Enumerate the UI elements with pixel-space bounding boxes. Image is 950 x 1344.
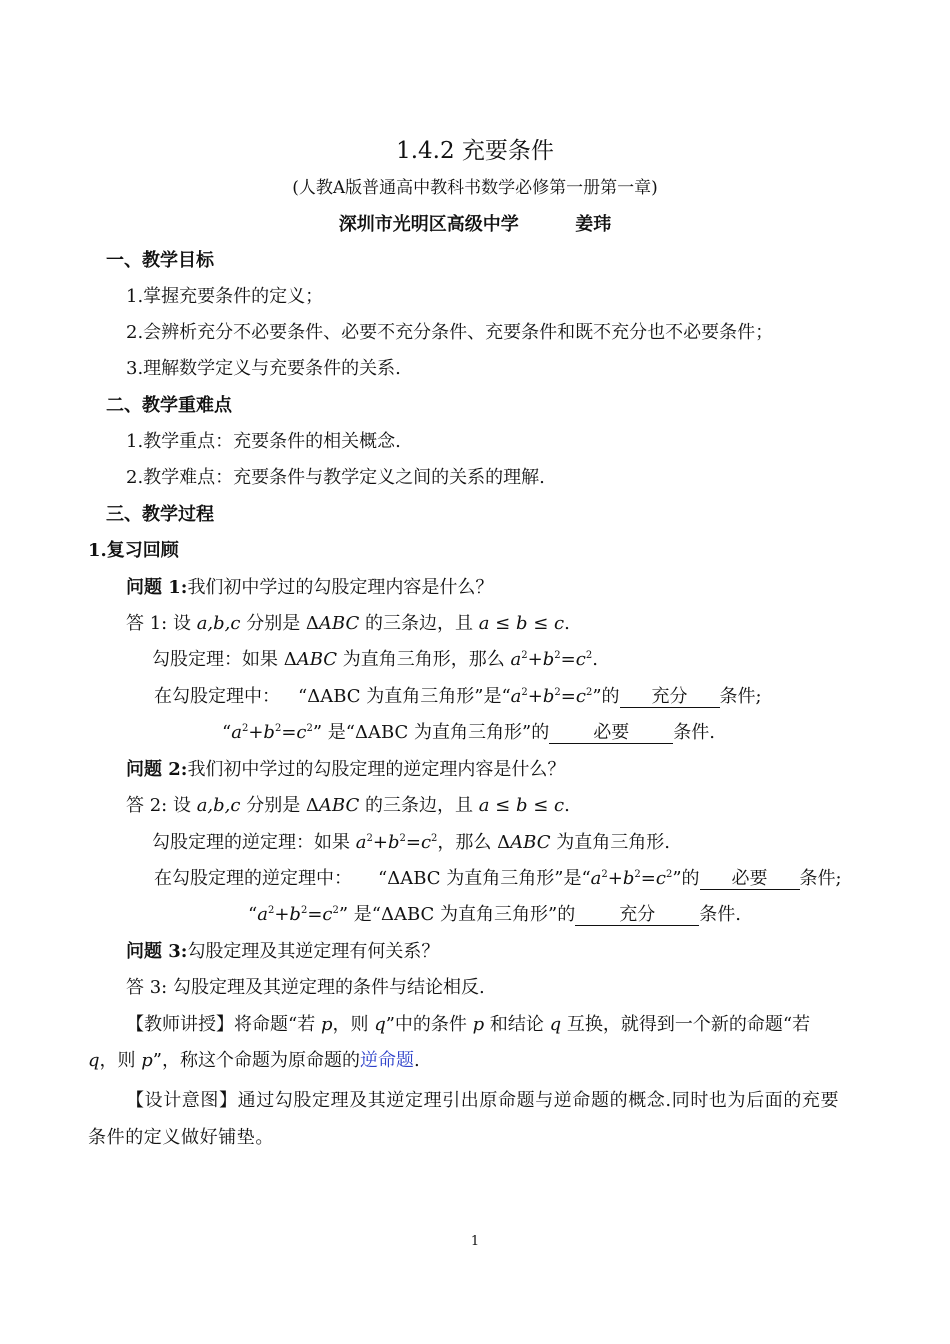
statement-text: ” 是“ΔABC 为直角三角形”的 [338,904,576,925]
note-text: ，则 [332,1014,375,1035]
math-var: p [320,1014,333,1035]
theorem-text: 勾股定理：如果 Δ [152,649,297,670]
page-subtitle: (人教A版普通高中教科书数学必修第一册第一章) [292,178,658,198]
part-heading-review: 1.复习回顾 [88,540,179,561]
math-vars: a,b,c [196,795,241,816]
answer-text: 分别是 Δ [240,613,319,634]
design-intent-line-2: 条件的定义做好铺垫。 [88,1127,274,1148]
answer-text: 答 1: 设 [126,613,197,634]
question-3 [126,940,439,964]
answer-text: 答 2: 设 [126,795,197,816]
math-vars: a,b,c [196,613,241,634]
math-triangle: ABC [510,832,551,853]
section-heading-keypoints: 二、教学重难点 [106,395,232,416]
statement-text: ”的 [592,686,620,707]
math-var: q [549,1014,562,1035]
math-var: q [374,1014,386,1035]
math-var: q [88,1050,100,1071]
section-heading-objectives: 一、教学目标 [106,250,214,271]
objective-item: 3.理解数学定义与充要条件的关系. [126,358,401,379]
answer-text: 的三条边，且 [359,613,479,634]
statement-text: “ΔABC 为直角三角形”是“ [298,686,511,707]
question-1-text: 我们初中学过的勾股定理内容是什么？ [187,577,494,598]
teacher-note-line-1 [126,1013,810,1037]
note-text: ”中的条件 [385,1014,473,1035]
math-triangle: ABC [318,613,360,634]
answer-3: 答 3: 勾股定理及其逆定理的条件与结论相反. [126,977,485,998]
keypoint-item: 1.教学重点：充要条件的相关概念. [126,431,401,452]
theorem-text: 勾股定理的逆定理：如果 [152,832,356,853]
note-text: 互换，就得到一个新的命题“若 [561,1014,811,1035]
note-text: ”，称这个命题为原命题的 [152,1050,360,1071]
design-intent-line-1: 【设计意图】通过勾股定理及其逆定理引出原命题与逆命题的概念.同时也为后面的充要 [126,1090,840,1111]
objective-item: 1.掌握充要条件的定义； [126,286,324,307]
question-1 [126,576,493,600]
question-2-label: 问题 2: [126,759,188,780]
question-2 [126,758,565,782]
question-2-text: 我们初中学过的勾股定理的逆定理内容是什么？ [187,759,566,780]
note-text: ，则 [99,1050,142,1071]
question-1-label: 问题 1: [126,577,188,598]
teacher-note-line-2: q，则 p”，称这个命题为原命题的逆命题. [88,1050,420,1071]
fill-blank-2b: “$a^2+b^2=c^2$” 是“ΔABC 为直角三角形”的 充分 条件. [248,904,741,925]
pythagorean-theorem: 勾股定理：如果 ΔABC 为直角三角形，那么 $a^2+b^2=c^2$. [152,649,598,670]
objective-item: 2.会辨析充分不必要条件、必要不充分条件、充要条件和既不充分也不必要条件； [126,322,774,343]
answer-2: 答 2: 设 a,b,c 分别是 ΔABC 的三条边，且 a ≤ b ≤ c. [126,795,570,816]
note-text: 将命题“若 [234,1014,321,1035]
answer-1: 答 1: 设 a,b,c 分别是 ΔABC 的三条边，且 a ≤ b ≤ c. [126,613,570,634]
page-title: 1.4.2 充要条件 [396,138,554,164]
question-3-text: 勾股定理及其逆定理有何关系？ [187,941,440,962]
statement-text: 条件. [699,904,741,925]
author-name: 姜玮 [575,214,612,235]
theorem-text: 为直角三角形，那么 [337,649,511,670]
statement-text: 条件; [719,686,762,707]
converse-proposition-link[interactable]: 逆命题 [360,1050,414,1071]
statement-text: 在勾股定理的逆定理中： [154,868,352,889]
answer-blank: 必要 [700,869,800,890]
answer-blank: 充分 [575,905,699,926]
fill-blank-1b: “$a^2+b^2=c^2$” 是“ΔABC 为直角三角形”的 必要 条件. [222,722,715,743]
math-inequality: a ≤ b ≤ c [478,795,565,816]
section-heading-process: 三、教学过程 [106,504,214,525]
converse-theorem: 勾股定理的逆定理：如果 $a^2+b^2=c^2$，那么 ΔABC 为直角三角形. [152,832,670,853]
statement-text: ”的 [672,868,700,889]
math-triangle: ABC [318,795,360,816]
quote-mark: “ [222,722,232,743]
statement-text: ” 是“ΔABC 为直角三角形”的 [312,722,550,743]
math-var: p [141,1050,153,1071]
author-line [0,213,950,237]
statement-text: “ΔABC 为直角三角形”是“ [378,868,591,889]
question-3-label: 问题 3: [126,941,188,962]
fill-blank-1a: 在勾股定理中： “ΔABC 为直角三角形”是“$a^2+b^2=c^2$”的 充分 条件; [154,686,762,707]
page-number: 1 [470,1234,480,1249]
math-var: p [472,1014,485,1035]
answer-text: 分别是 Δ [240,795,319,816]
quote-mark: “ [248,904,258,925]
statement-text: 条件; [799,868,842,889]
math-triangle: ABC [296,649,338,670]
theorem-text: 为直角三角形. [550,832,670,853]
statement-text: 在勾股定理中： [154,686,280,707]
answer-text: 的三条边，且 [359,795,479,816]
math-inequality: a ≤ b ≤ c [478,613,565,634]
school-name: 深圳市光明区高级中学 [338,214,519,235]
answer-blank: 必要 [549,723,673,744]
fill-blank-2a: 在勾股定理的逆定理中： “ΔABC 为直角三角形”是“$a^2+b^2=c^2$”的 必要 条件; [154,868,842,889]
teacher-tag: 【教师讲授】 [126,1014,234,1035]
answer-blank: 充分 [620,687,720,708]
statement-text: 条件. [673,722,715,743]
keypoint-item: 2.教学难点：充要条件与教学定义之间的关系的理解. [126,467,545,488]
note-text: 和结论 [484,1014,550,1035]
theorem-text: ，那么 Δ [437,832,511,853]
